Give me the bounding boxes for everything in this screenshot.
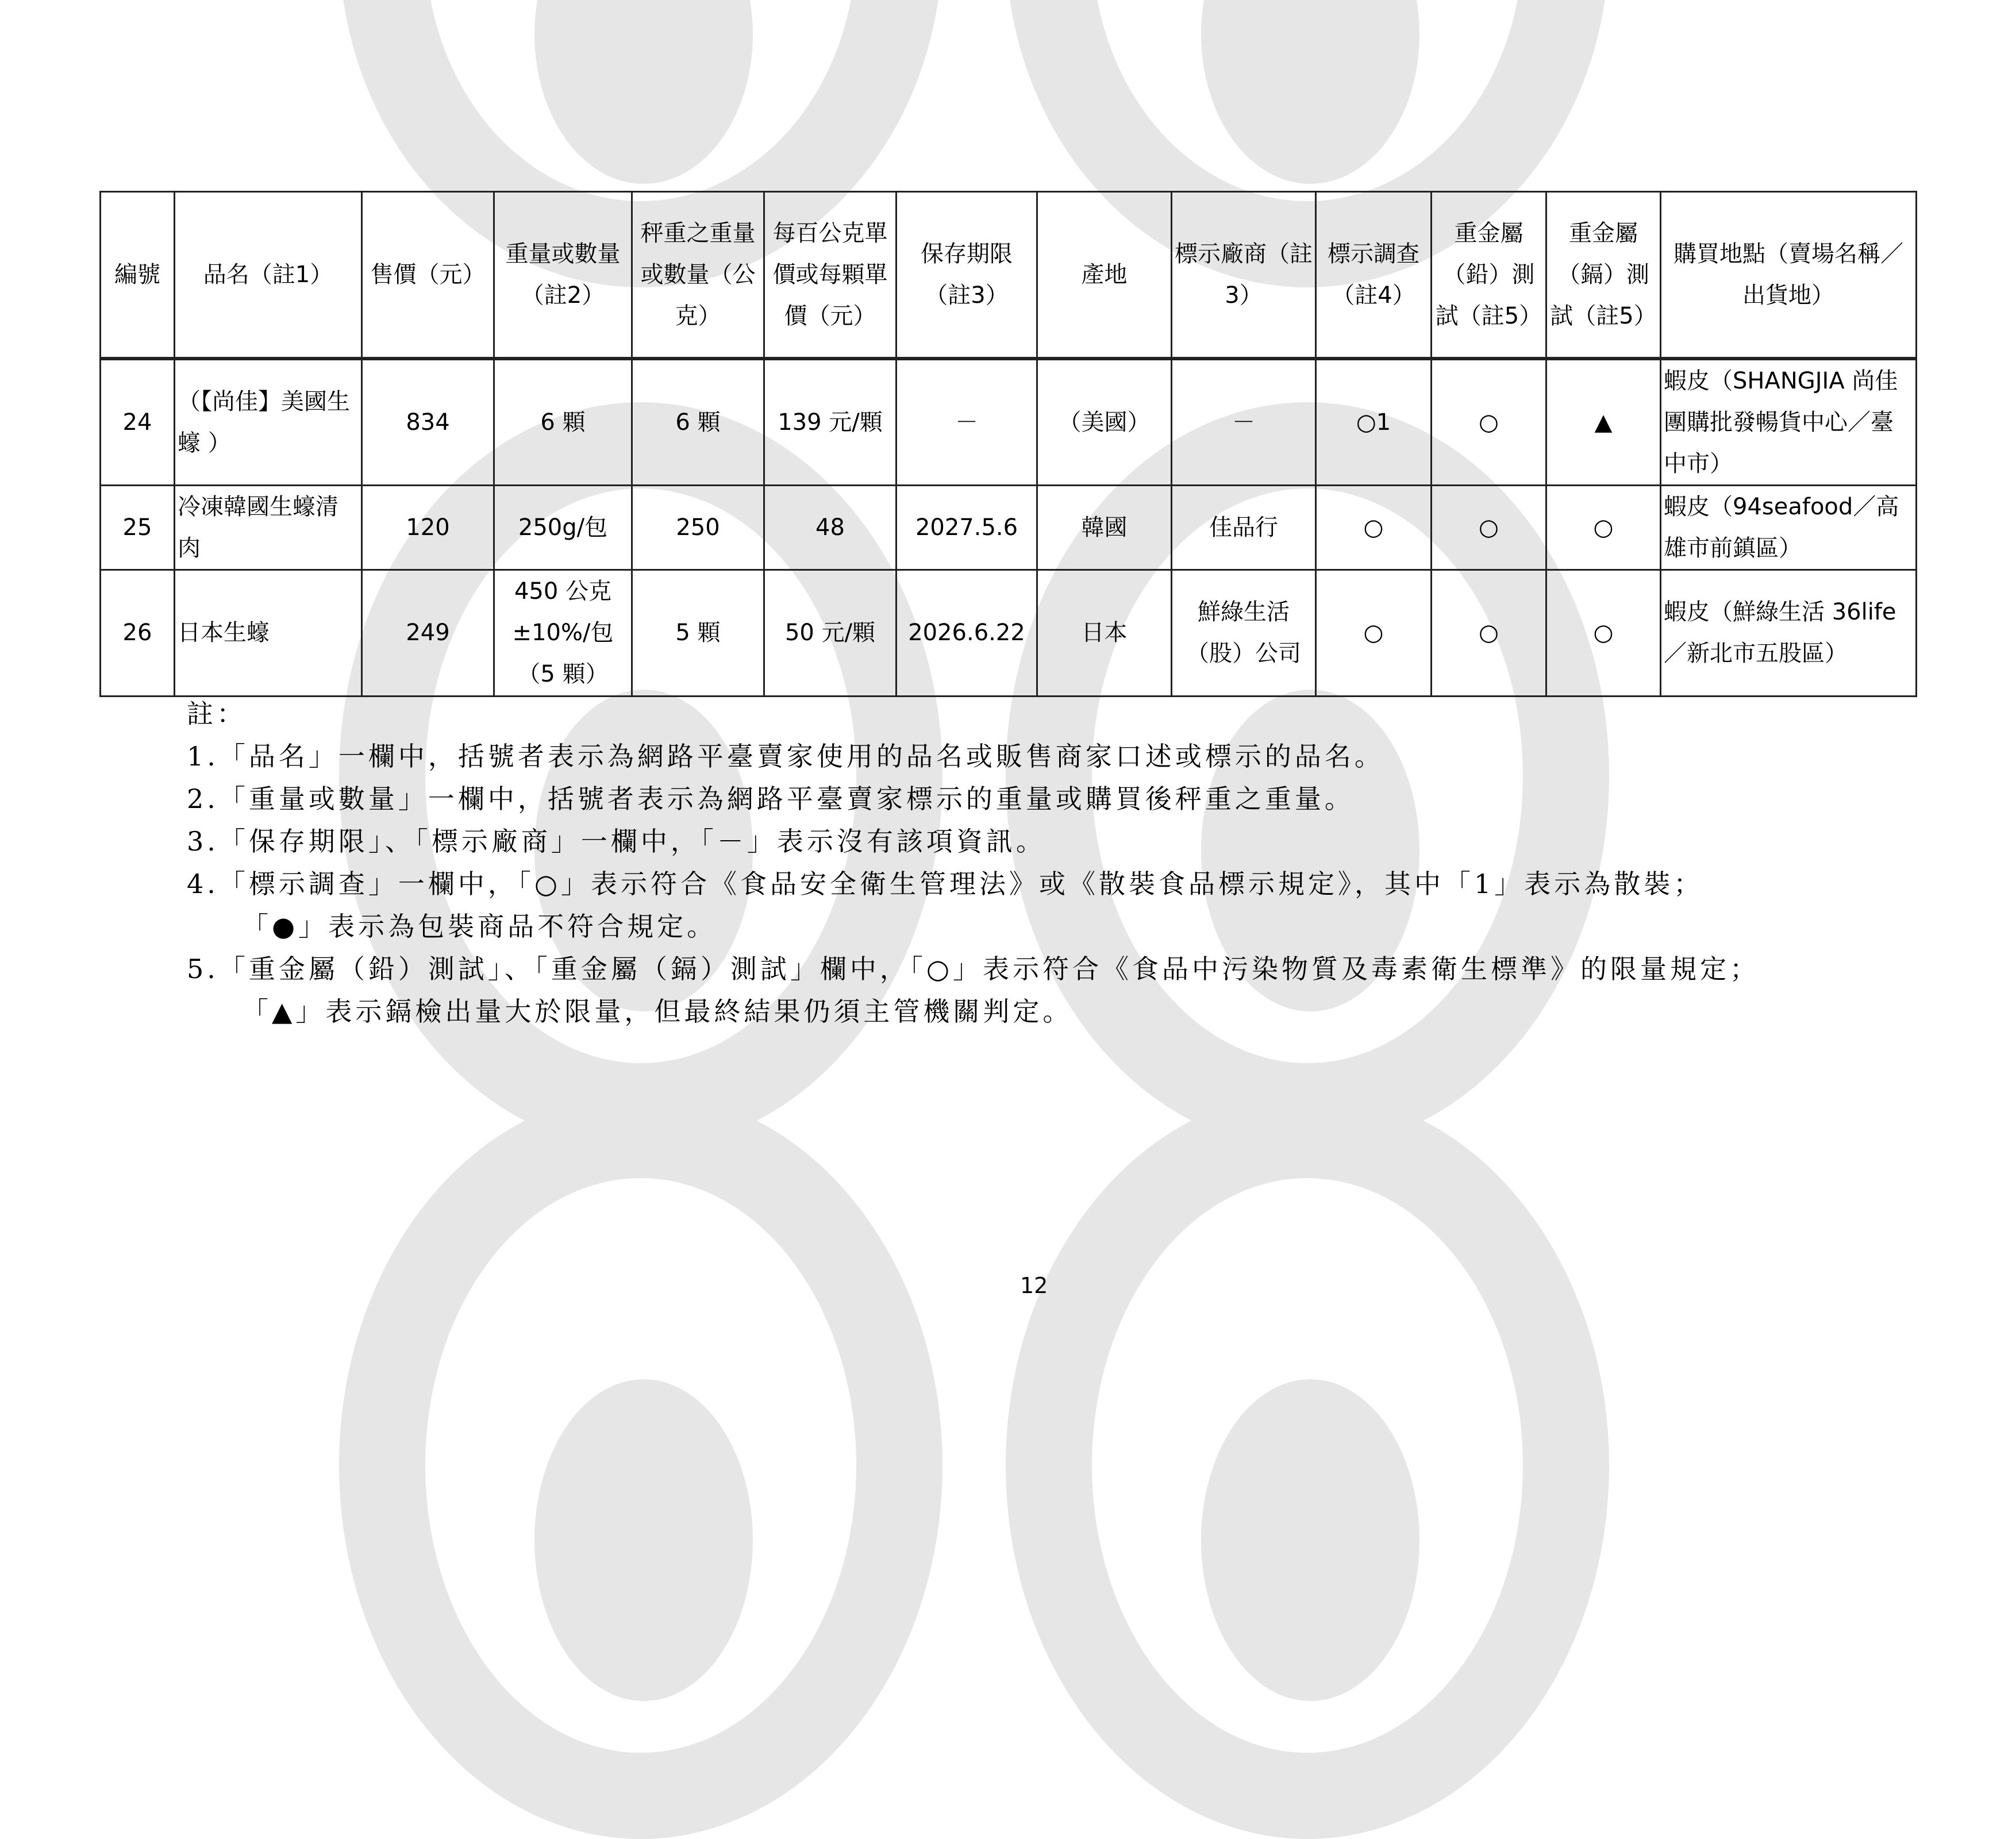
cell-cadmium-test: ○: [1546, 570, 1661, 696]
header-lead-test: 重金屬（鉛）測試（註5）: [1432, 192, 1546, 359]
table-row: [101, 485, 1917, 570]
cell-unit-price: 50 元/顆: [764, 570, 897, 696]
cell-lead-test: ○: [1432, 359, 1546, 486]
cell-manufacturer: 佳品行: [1172, 485, 1316, 570]
cell-name: （【尚佳】美國生蠔 ）: [175, 359, 362, 486]
cell-name: 日本生蠔: [175, 570, 362, 696]
cell-price: 120: [362, 485, 494, 570]
table-row: [101, 359, 1917, 486]
header-origin: 產地: [1037, 192, 1172, 359]
cell-lead-test: ○: [1432, 485, 1546, 570]
cell-origin: （美國）: [1037, 359, 1172, 486]
cell-label-check: ○: [1316, 570, 1432, 696]
cell-origin: 韓國: [1037, 485, 1172, 570]
header-expiry: 保存期限（註3）: [897, 192, 1037, 359]
note-item-4: 4.「標示調查」一欄中，「○」表示符合《食品安全衛生管理法》或《散裝食品標示規定》，其中「1」表示為散裝；: [187, 868, 1704, 899]
note-item-2: 2.「重量或數量」一欄中，括號者表示為網路平臺賣家標示的重量或購買後秤重之重量。: [187, 783, 1355, 814]
cell-expiry: －: [897, 359, 1037, 486]
cell-purchase-place: 蝦皮（SHANGJIA 尚佳團購批發暢貨中心／臺中市）: [1661, 359, 1917, 486]
watermark-inner: [1201, 1379, 1419, 1701]
cell-weight-or-qty: 250g/包: [494, 485, 632, 570]
table-header-row: [101, 192, 1917, 359]
page-number: 12: [1020, 1273, 1048, 1298]
cell-cadmium-test: ▲: [1546, 359, 1661, 486]
header-id: 編號: [101, 192, 175, 359]
header-price: 售價（元）: [362, 192, 494, 359]
note-item-4-continued: 「●」表示為包裝商品不符合規定。: [242, 911, 717, 942]
header-name: 品名（註1）: [175, 192, 362, 359]
header-manufacturer: 標示廠商（註3）: [1172, 192, 1316, 359]
cell-expiry: 2026.6.22: [897, 570, 1037, 696]
table-row: [101, 570, 1917, 696]
cell-weighed: 6 顆: [632, 359, 764, 486]
cell-lead-test: ○: [1432, 570, 1546, 696]
cell-origin: 日本: [1037, 570, 1172, 696]
cell-purchase-place: 蝦皮（94seafood／高雄市前鎮區）: [1661, 485, 1917, 570]
cell-id: 24: [101, 359, 175, 486]
cell-label-check: ○1: [1316, 359, 1432, 486]
cell-expiry: 2027.5.6: [897, 485, 1037, 570]
header-purchase-place: 購買地點（賣場名稱／出貨地）: [1661, 192, 1917, 359]
cell-weight-or-qty: 6 顆: [494, 359, 632, 486]
notes-section: [187, 692, 1760, 1033]
note-item-5-continued: 「▲」表示鎘檢出量大於限量，但最終結果仍須主管機關判定。: [242, 996, 1073, 1027]
notes-title: 註：: [187, 698, 247, 729]
header-weighed: 秤重之重量或數量（公克）: [632, 192, 764, 359]
header-unit-price: 每百公克單價或每顆單價（元）: [764, 192, 897, 359]
cell-manufacturer: 鮮綠生活（股）公司: [1172, 570, 1316, 696]
cell-price: 834: [362, 359, 494, 486]
cell-manufacturer: －: [1172, 359, 1316, 486]
watermark-inner: [534, 1379, 753, 1701]
cell-weighed: 5 顆: [632, 570, 764, 696]
cell-cadmium-test: ○: [1546, 485, 1661, 570]
note-item-3: 3.「保存期限」、「標示廠商」一欄中，「－」表示沒有該項資訊。: [187, 826, 1046, 857]
cell-purchase-place: 蝦皮（鮮綠生活 36life／新北市五股區）: [1661, 570, 1917, 696]
cell-weighed: 250: [632, 485, 764, 570]
header-weight-or-qty: 重量或數量（註2）: [494, 192, 632, 359]
cell-weight-or-qty: 450 公克±10%/包（5 顆）: [494, 570, 632, 696]
cell-id: 25: [101, 485, 175, 570]
cell-name: 冷凍韓國生蠔清肉: [175, 485, 362, 570]
cell-unit-price: 48: [764, 485, 897, 570]
header-cadmium-test: 重金屬（鎘）測試（註5）: [1546, 192, 1661, 359]
note-item-5: 5.「重金屬（鉛）測試」、「重金屬（鎘）測試」欄中，「○」表示符合《食品中污染物質及毒素衛生標準》的限量規定；: [187, 953, 1760, 984]
cell-id: 26: [101, 570, 175, 696]
header-label-check: 標示調查（註4）: [1316, 192, 1432, 359]
cell-unit-price: 139 元/顆: [764, 359, 897, 486]
cell-price: 249: [362, 570, 494, 696]
cell-label-check: ○: [1316, 485, 1432, 570]
note-item-1: 1.「品名」一欄中，括號者表示為網路平臺賣家使用的品名或販售商家口述或標示的品名。: [187, 741, 1384, 772]
oyster-test-table: [99, 191, 1917, 697]
